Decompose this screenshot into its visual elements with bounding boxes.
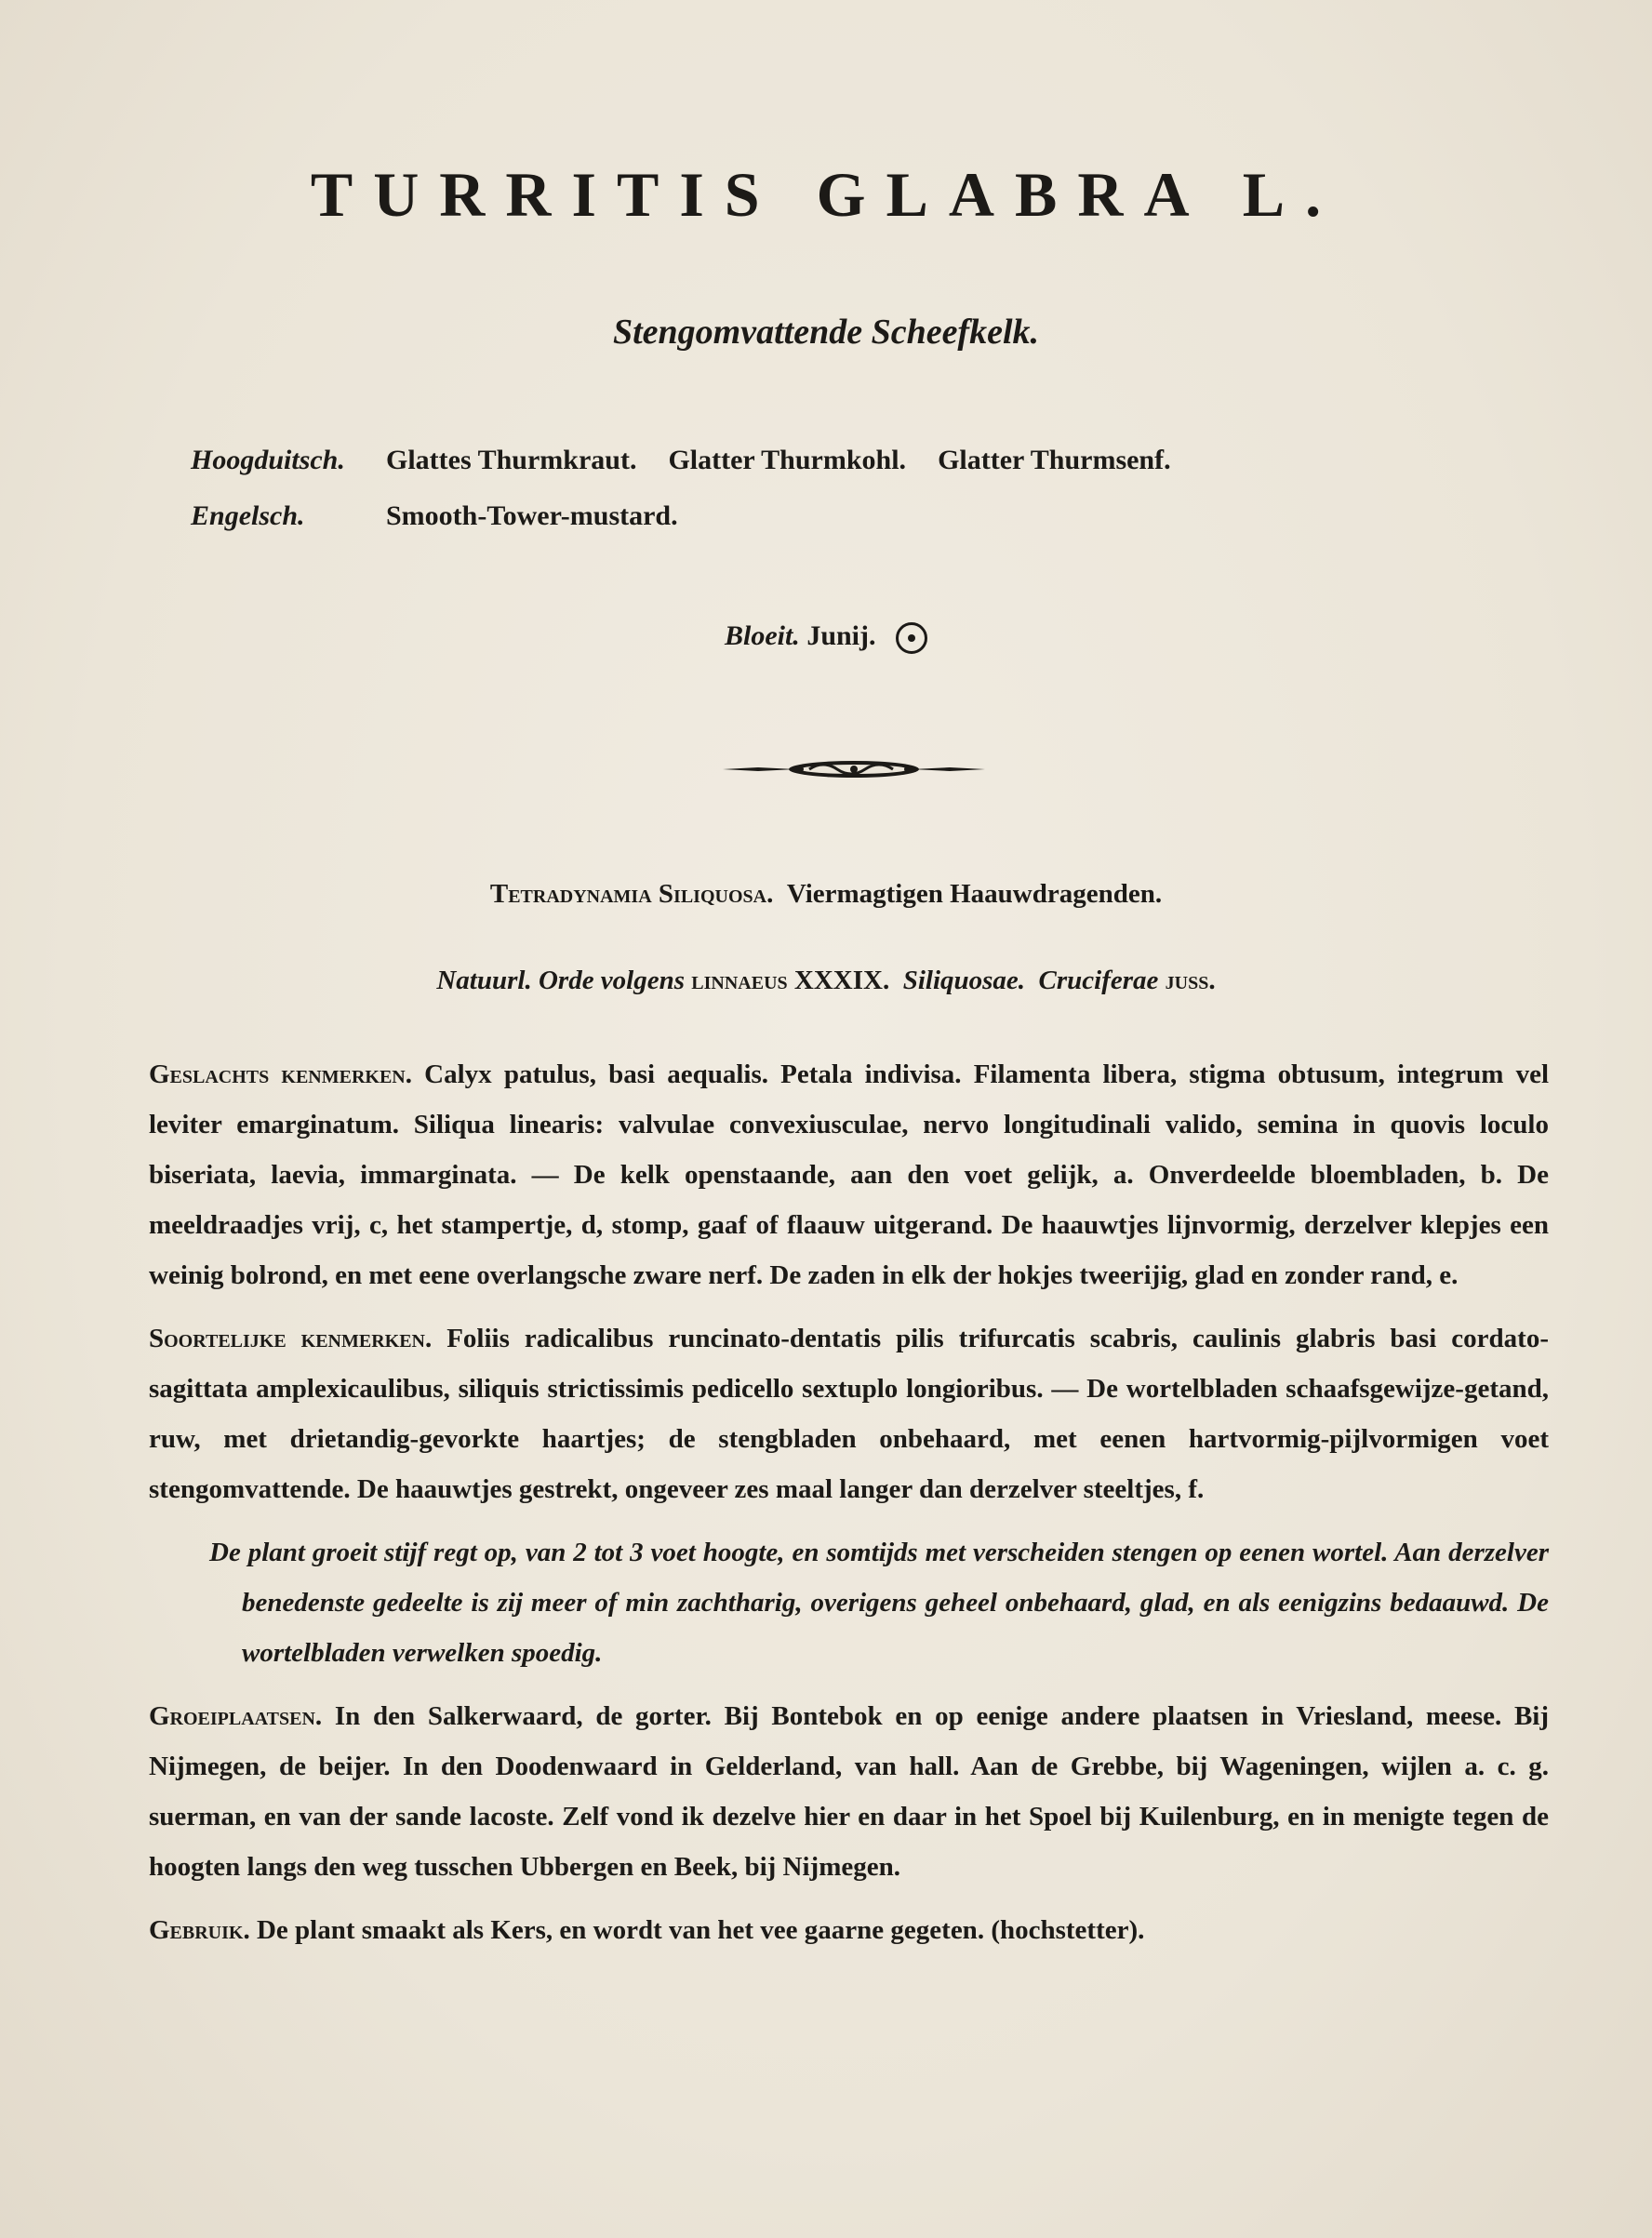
flowering-line [0,620,1652,654]
habitat-paragraph [149,1691,1549,1892]
usage-text: De plant smaakt als Kers, en wordt van het vee gaarne gegeten. (hochstetter). [256,1915,1145,1945]
class-latin: Tetradynamia Siliquosa. [489,879,774,909]
class-dutch: Viermagtigen Haauwdragenden. [786,879,1163,909]
name-row-english [191,488,1171,544]
vernacular-names [191,433,1171,544]
name-value: Glattes Thurmkraut. [386,445,637,475]
usage-label: Gebruik. [149,1915,250,1945]
main-text [149,1049,1549,1968]
order-family-2: Cruciferae [1038,966,1159,995]
name-value: Smooth-Tower-mustard. [386,500,678,531]
habitat-text: In den Salkerwaard, de gorter. Bij Bontebok en op eenige andere plaatsen in Vriesland, meese. Bij Nijmegen, de beijer. In den Doodenwaard in Gelderland, van hall. Aan de Grebbe, bij Wageningen, wijlen a. c. g. suerman, en van der sande lacoste. Zelf vond ik dezelve hier en daar in het Spoel bij Kuilenburg, en in menigte tegen de hoogten langs den weg tusschen Ubbergen en Beek, bij Nijmegen. [149,1701,1550,1882]
natural-order-line [0,966,1652,996]
usage-paragraph [149,1905,1549,1955]
genus-label: Geslachts kenmerken. [149,1059,413,1089]
subtitle: Stengomvattende Scheefkelk. [612,313,1040,352]
order-author-2: juss. [1165,966,1216,995]
name-row-german [191,433,1171,488]
species-label: Soortelijke kenmerken. [149,1324,433,1353]
sun-symbol-icon [896,622,927,654]
flowering-month: Junij. [806,620,876,651]
plant-description: De plant groeit stijf regt op, van 2 tot 3 voet hoogte, en somtijds met verscheiden stengen op eenen wortel. Aan derzelver benedenste gedeelte is zij meer of min zachtharig, overigens geheel onbehaard, glad, en als eenigzins bedaauwd. De wortelbladen verwelken spoedig. [209,1538,1549,1668]
order-author: linnaeus [691,966,788,995]
name-value: Glatter Thurmkohl. [668,445,907,475]
order-family-1: Siliquosae. [902,966,1026,995]
habitat-label: Groeiplaatsen. [149,1701,323,1731]
ornament-divider-icon [721,755,987,783]
genus-characters [149,1049,1549,1300]
name-value: Glatter Thurmsenf. [938,445,1171,475]
page-title: TURRITIS GLABRA L. [310,159,1342,230]
class-line [0,879,1652,910]
language-label: Hoogduitsch. [191,445,345,475]
genus-text: Calyx patulus, basi aequalis. Petala indivisa. Filamenta libera, stigma obtusum, integrum vel leviter emarginatum. Siliqua linearis: valvulae convexiusculae, nervo longitudinali valido, semina in quovis loculo biseriata, laevia, immarginata. — De kelk openstaande, aan den voet gelijk, a. Onverdeelde bloembladen, b. De meeldraadjes vrij, c, het stampertje, d, stomp, gaaf of flaauw uitgerand. De haauwtjes lijnvormig, derzelver klepjes een weinig bolrond, en met eene overlangsche zware nerf. De zaden in elk der hokjes tweerijig, glad en zonder rand, e. [149,1059,1550,1290]
species-text: Foliis radicalibus runcinato-dentatis pilis trifurcatis scabris, caulinis glabris basi cordato-sagittata amplexicaulibus, siliquis strictissimis pedicello sextuplo longioribus. — De wortelbladen schaafsgewijze-getand, ruw, met drietandig-gevorkte haartjes; de stengbladen onbehaard, met eenen hartvormig-pijlvormigen voet stengomvattende. De haauwtjes gestrekt, ongeveer zes maal langer dan derzelver steeltjes, f. [149,1324,1549,1504]
order-lead: Natuurl. Orde volgens [436,966,686,995]
species-characters [149,1313,1549,1514]
flowering-label: Bloeit. [724,620,800,651]
order-number: XXXIX. [793,966,890,995]
language-label: Engelsch. [191,500,305,531]
